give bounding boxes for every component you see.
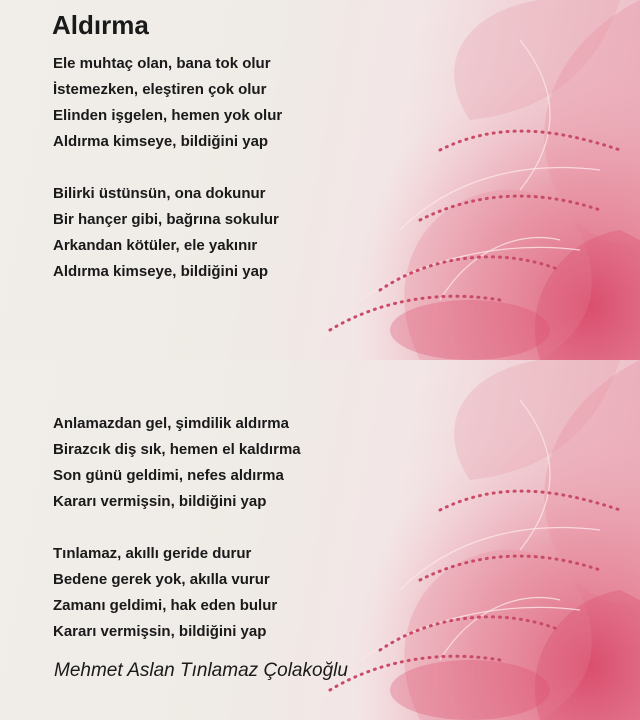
stanza-1 [53, 51, 282, 155]
poem-line: Kararı vermişsin, bildiğini yap [53, 493, 267, 510]
poem-line: İstemezken, eleştiren çok olur [53, 81, 267, 98]
poem-line: Birazcık diş sık, hemen el kaldırma [53, 441, 301, 458]
poem-author: Mehmet Aslan Tınlamaz Çolakoğlu [54, 660, 348, 681]
poem-line: Kararı vermişsin, bildiğini yap [53, 623, 267, 640]
stanza-3 [53, 411, 301, 515]
stanza-4 [53, 541, 277, 645]
stanza-2 [53, 181, 279, 285]
poem-line: Anlamazdan gel, şimdilik aldırma [53, 415, 289, 432]
poem-line: Elinden işgelen, hemen yok olur [53, 107, 283, 124]
poem-line: Aldırma kimseye, bildiğini yap [53, 263, 269, 280]
poem-line: Zamanı geldimi, hak eden bulur [53, 597, 278, 614]
poem-line: Bir hançer gibi, bağrına sokulur [53, 211, 279, 228]
poem-line: Bedene gerek yok, akılla vurur [53, 571, 270, 588]
poem-line: Son günü geldimi, nefes aldırma [53, 467, 284, 484]
poem-line: Aldırma kimseye, bildiğini yap [53, 133, 269, 150]
poem-line: Tınlamaz, akıllı geride durur [53, 545, 252, 562]
poem-title: Aldırma [52, 10, 149, 40]
poem-line: Ele muhtaç olan, bana tok olur [53, 55, 271, 72]
poem-line: Bilirki üstünsün, ona dokunur [53, 185, 266, 202]
poem-line: Arkandan kötüler, ele yakınır [53, 237, 258, 254]
